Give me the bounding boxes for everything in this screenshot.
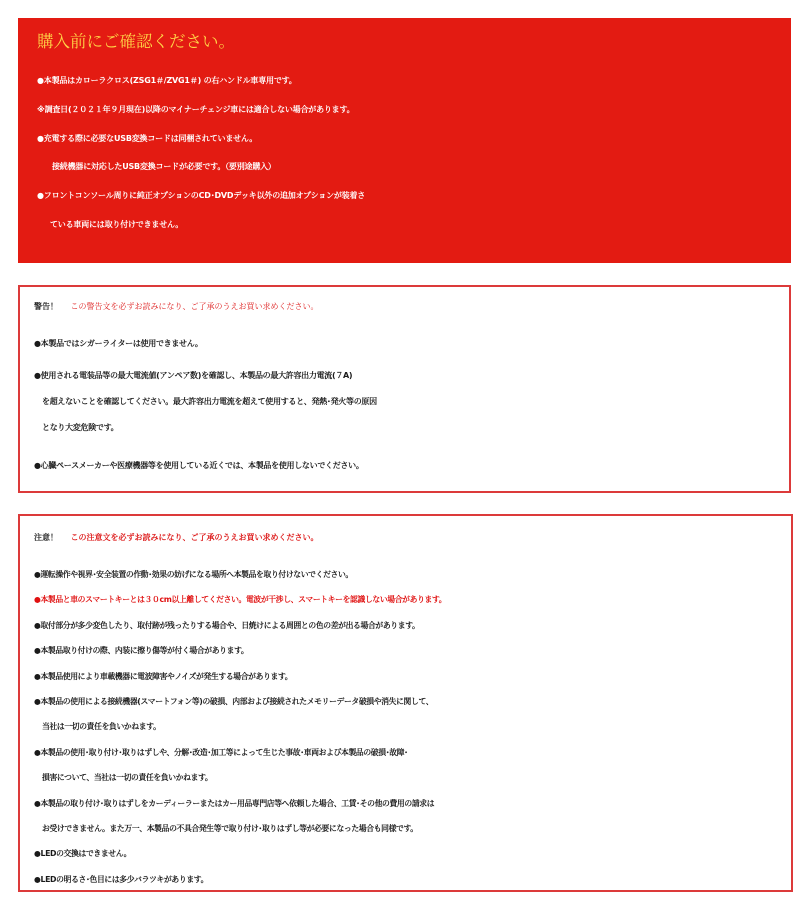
caution-line: ●本製品の使用･取り付け･取りはずしや、分解･改造･加工等によって生じた事故･車両および本製品の破損･故障･ (34, 747, 408, 757)
notice-line: 接続機器に対応したUSB変換コードが必要です。（要別途購入） (52, 162, 276, 172)
warning-header (34, 295, 789, 319)
caution-line: ●運転操作や視界･安全装置の作動･効果の妨げになる場所へ本製品を取り付けないでください。 (34, 570, 353, 579)
caution-line: ●LEDの明るさ･色目には多少バラツキがあります。 (34, 874, 209, 884)
caution-header (34, 526, 791, 550)
caution-line: 損害について、当社は一切の責任を負いかねます。 (42, 773, 213, 783)
caution-line: ●本製品使用により車載機器に電波障害やノイズが発生する場合があります。 (34, 671, 293, 681)
notice-line: ※調査日(２０２１年９月現在)以降のマイナーチェンジ車には適合しない場合があります。 (37, 104, 355, 114)
warning-label: 警告！ (34, 302, 58, 311)
warning-line: ●本製品ではシガーライターは使用できません。 (34, 339, 203, 348)
warning-line: ●使用される電装品等の最大電流値(アンペア数)を確認し、本製品の最大許容出力電流(７A) (34, 371, 353, 380)
caution-box (18, 514, 793, 892)
caution-line: 当社は一切の責任を負いかねます。 (42, 722, 161, 732)
pre-purchase-notice (18, 18, 791, 263)
caution-line: お受けできません。また万一、本製品の不具合発生等で取り付け･取りはずし等が必要になった場合も同様です。 (42, 823, 418, 833)
notice-title: 購入前にご確認ください。 (37, 32, 235, 51)
warning-line: を超えないことを確認してください。最大許容出力電流を超えて使用すると、発熱･発火等の原因 (42, 397, 377, 406)
warning-message: この警告文を必ずお読みになり、ご了承のうえお買い求めください。 (70, 302, 319, 311)
caution-line: ●本製品取り付けの際、内装に擦り傷等が付く場合があります。 (34, 646, 249, 656)
notice-line: ●充電する際に必要なUSB変換コードは同梱されていません。 (37, 133, 258, 143)
caution-line: ●取付部分が多少変色したり、取付跡が残ったりする場合や、日焼けによる周囲との色の差が出る場合があります。 (34, 620, 420, 630)
notice-line: ●フロントコンソール周りに純正オプションのCD･DVDデッキ以外の追加オプションが装着さ (37, 191, 366, 201)
caution-message: この注意文を必ずお読みになり、ご了承のうえお買い求めください。 (70, 533, 319, 542)
caution-label: 注意！ (34, 533, 58, 542)
caution-line-highlight: ●本製品と車のスマートキーとは３０cm以上離してください。電波が干渉し、スマートキーを認識しない場合があります。 (34, 595, 447, 605)
notice-line: ●本製品はカローラクロス(ZSG1＃/ZVG1＃) の右ハンドル車専用です。 (37, 76, 297, 85)
notice-line: ている車両には取り付けできません。 (50, 219, 184, 229)
caution-line: ●本製品の使用による接続機器(スマートフォン等)の破損、内部および接続されたメモリーデータ破損や消失に関して、 (34, 696, 434, 706)
warning-line: となり大変危険です。 (42, 423, 119, 432)
caution-line: ●LEDの交換はできません。 (34, 849, 132, 859)
warning-box (18, 285, 791, 493)
warning-line: ●心臓ペースメーカーや医療機器等を使用している近くでは、本製品を使用しないでください。 (34, 461, 364, 470)
caution-line: ●本製品の取り付け･取りはずしをカーディーラーまたはカー用品専門店等へ依頼した場合、工賃･その他の費用の請求は (34, 798, 435, 808)
